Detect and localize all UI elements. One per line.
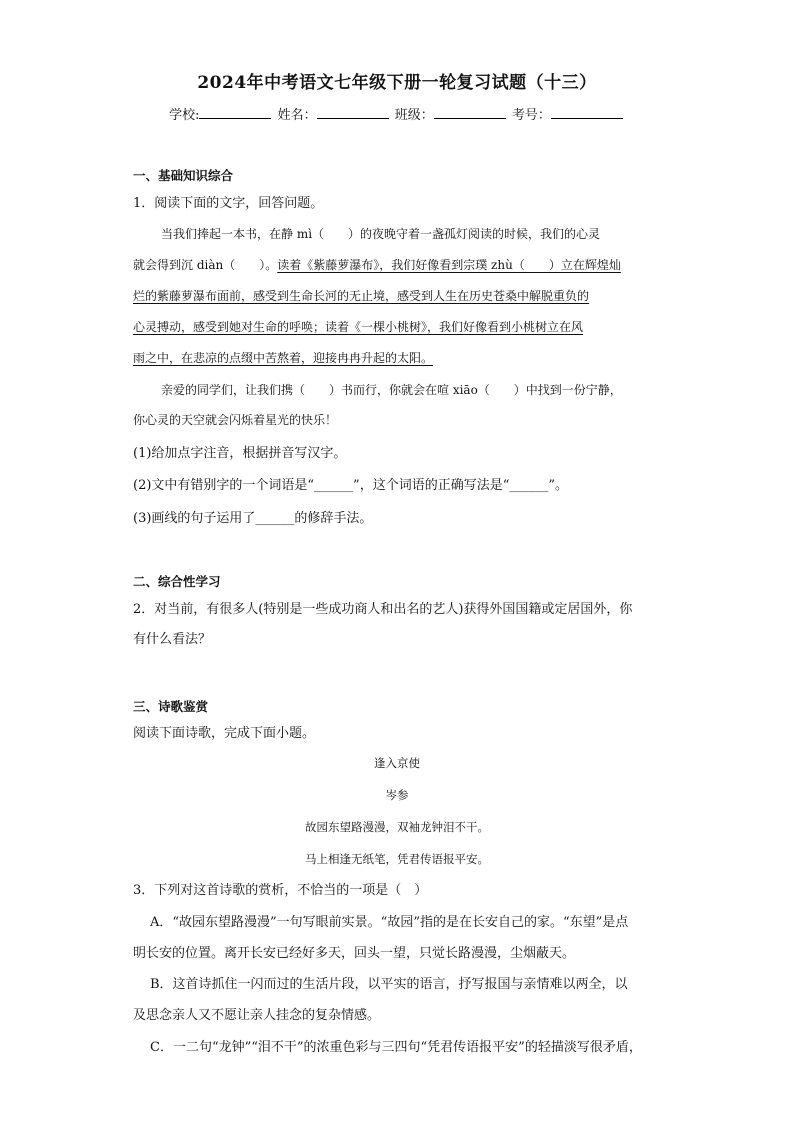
passage-line-3: 烂的紫藤萝瀑布面前，感受到生命长河的无止境，感受到人生在历史苍桑中解脱重负的 bbox=[133, 289, 590, 303]
number-label: 考号： bbox=[511, 108, 551, 123]
q1-prompt: 1．阅读下面的文字，回答问题。 bbox=[133, 196, 324, 211]
q1-sub1: (1)给加点字注音，根据拼音写汉字。 bbox=[133, 446, 347, 461]
school-field[interactable] bbox=[199, 106, 271, 119]
section3-intro: 阅读下面诗歌，完成下面小题。 bbox=[133, 726, 316, 741]
poem-author: 岑参 bbox=[385, 788, 409, 802]
q3-option-a-cont: 明长安的位置。离开长安已经好多天，回头一望，只觉长路漫漫，尘烟蔽天。 bbox=[133, 946, 576, 961]
section3-heading: 三、诗歌鉴赏 bbox=[133, 699, 209, 714]
school-label: 学校: bbox=[169, 108, 200, 123]
poem-line-1: 故园东望路漫漫，双袖龙钟泪不干。 bbox=[305, 820, 489, 834]
name-label: 姓名： bbox=[277, 108, 317, 123]
passage-line-1: 当我们捧起一本书，在静 mì（ ）的夜晚守着一盏孤灯阅读的时候，我们的心灵 bbox=[161, 227, 601, 241]
poem-line-2: 马上相逢无纸笔，凭君传语报平安。 bbox=[305, 852, 489, 866]
poem-title: 逢入京使 bbox=[374, 756, 420, 770]
q3-option-a[interactable]: A．“故园东望路漫漫”一句写眼前实景。“故园”指的是在长安自己的家。“东望”是点 bbox=[150, 915, 629, 930]
passage-line-6: 亲爱的同学们，让我们携（ ）书而行，你就会在喧 xiāo（ ）中找到一份宁静， bbox=[161, 383, 622, 397]
q2-line-2: 有什么看法？ bbox=[133, 632, 212, 647]
passage-line-4: 心灵搏动，感受到她对生命的呼唤；读着《一棵小桃树》，我们好像看到小桃树立在风 bbox=[133, 320, 584, 334]
class-field[interactable] bbox=[434, 106, 506, 119]
q1-sub2: (2)文中有错别字的一个词语是“______”，这个词语的正确写法是“______”。 bbox=[133, 478, 568, 493]
q3-option-b-cont: 及思念亲人又不愿让亲人挂念的复杂情感。 bbox=[133, 1008, 381, 1023]
q2-line-1: 2．对当前，有很多人(特别是一些成功商人和出名的艺人)获得外国国籍或定居国外，你 bbox=[133, 602, 633, 617]
exam-title: 2024年中考语文七年级下册一轮复习试题（十三） bbox=[197, 73, 597, 93]
q3-option-b[interactable]: B．这首诗抓住一闪而过的生活片段，以平实的语言，抒写报国与亲情难以两全，以 bbox=[150, 977, 628, 992]
q1-sub3: (3)画线的句子运用了______的修辞手法。 bbox=[133, 511, 373, 526]
number-field[interactable] bbox=[551, 106, 623, 119]
name-field[interactable] bbox=[317, 106, 389, 119]
section2-heading: 二、综合性学习 bbox=[133, 574, 221, 589]
q3-prompt: 3．下列对这首诗歌的赏析，不恰当的一项是（ ） bbox=[133, 883, 428, 898]
passage-line-2b: 读着《紫藤萝瀑布》，我们好像看到宗璞 zhù（ ）立在辉煌灿 bbox=[277, 258, 621, 272]
passage-line-2a: 就会得到沉 diàn（ ）。 bbox=[133, 258, 278, 272]
passage-line-2 bbox=[133, 256, 673, 273]
section1-heading: 一、基础知识综合 bbox=[133, 168, 234, 183]
student-info-row bbox=[0, 104, 794, 123]
passage-line-7: 你心灵的天空就会闪烁着星光的快乐！ bbox=[133, 413, 338, 427]
class-label: 班级： bbox=[394, 108, 434, 123]
passage-line-5: 雨之中，在悲凉的点缀中苦熬着，迎接冉冉升起的太阳。 bbox=[133, 351, 434, 365]
q3-option-c[interactable]: C．一二句“龙钟”“泪不干”的浓重色彩与三四句“凭君传语报平安”的轻描淡写很矛盾， bbox=[150, 1040, 642, 1055]
